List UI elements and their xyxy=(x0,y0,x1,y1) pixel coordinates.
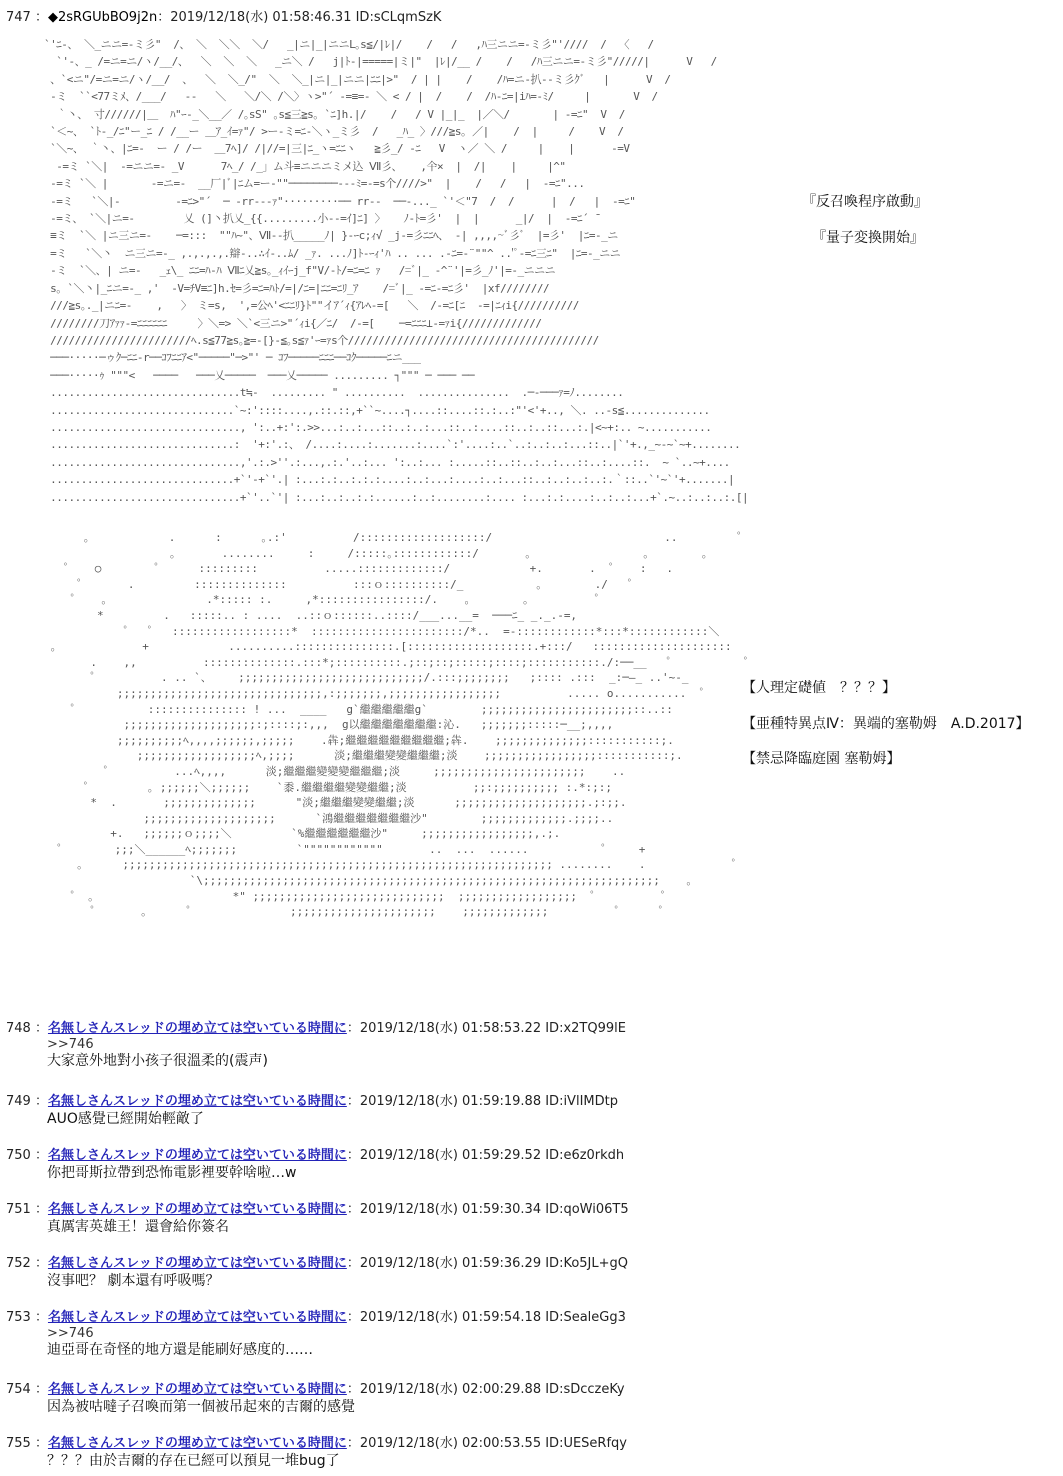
post-date-id: ：2019/12/18(水) 01:59:19.88 ID:iVlIMDtp xyxy=(346,1094,618,1109)
post-body xyxy=(47,1218,1056,1236)
caption-quantum-convert: 『量子変換開始』 xyxy=(812,230,924,246)
post-text: 迪亞哥在奇怪的地方還是能刷好感度的…… xyxy=(47,1342,313,1358)
caption-anti-summon: 『反召喚程序啟動』 xyxy=(802,194,928,210)
post-number: 752 ： xyxy=(6,1256,48,1271)
post-body xyxy=(47,1110,1056,1128)
post-date-id: ：2019/12/18(水) 01:59:54.18 ID:SealeGg3 xyxy=(346,1310,626,1325)
poster-name-link[interactable]: 名無しさんスレッドの埋め立ては空いている時間に xyxy=(47,1256,347,1271)
poster-name-link[interactable]: 名無しさんスレッドの埋め立ては空いている時間に xyxy=(47,1148,347,1163)
op-date: ：2019/12/18(水) 01:58:46.31 ID:sCLqmSzK xyxy=(157,10,442,25)
ascii-art-summoning: `'ﾆ-、 ＼_ニニ=-ミ彡" /、 ＼ ＼＼ ＼/ _|ニ|_|ニニL｡s≦/|ﾚ|/ / / ,ﾊ三ニニ=-ミ彡"'//// / 〈 / `'-、_ /=ニ=ニ/ヽ/__/、 ＼ ＼ ＼ _ニ＼ / j|ﾄ-|=====|ミ|" |ﾚ|/__ / / /ﾊ三ニニ=-ミ彡"/////| V / 、`<ニ"/=ニ=ニ/ヽ/__/ 、 ＼ ＼_/" ＼ ＼_|ニ|_|ニニ|ﾆﾆ|>" / | | / /ﾊ=ニ-扒--ミ彡ｸﾞ | V / -ミ ``<77ミﾒ、/___/ ‐- ＼ ＼/＼ /＼〉ヽ>"´ -=≡=- ＼ < / | / / /ﾊ-ﾆ=|iﾊ=-ﾐ/ | V / ｀丶、 寸//////|＿ ﾊ"ｰ-_＼__／ /｡sS" ｡s≦三≧s｡ `ﾆ]h.|/ / / V |_|_ |／＼/ | -=ﾆ" V / `＜~、 `ﾄ-_/ﾆ"ー_ﾆ / /__ー ＿ｱ_ｲ=ｧ"/ >ー-ミ=ﾆ-＼ヽ_ミ彡 / _ﾊ_ 〉///≧s｡ ／| / | / V / `＼~、 ｀丶、|ﾆ=- ー / /ー ＿7ﾍ]/ /|//=|三|ﾆ_ヽ=ﾆﾆヽ ≧彡_/ -ﾆ V ヽ／ ＼ / | | -=V -=ミ `＼| -=ニニ=- _V 7ﾍ_/ /_」ム斗≡ニニニミメ込 Ⅶ彡、 ,仐× | /| | |^" -=ミ `＼ | -=ニ=- __厂|ﾞ|ﾆム=ー‐""────────---ﾐ=-=s个////>" | / / | -=ﾆ"... -=ミ `＼|‐ -=ﾆ>"´ ─ -rr---ｧ"·········── rr-- ──-..._ `'＜"7 / / | / | -=ﾆ" -=ミ、 `＼|ニ=- 乂 (]丶扒乂_{{.........小--=ｲ]ﾆ] 〉 ﾉ-ﾄ=彡' | | _|/ | -=ﾆ´ ̄ ≡ミ `＼ |ニ三ニ=- ─=::: ""ﾊ~"、Ⅶ-‐扒_____ﾉ| }-ｰc;ｨ√ _j-=彡ﾆﾆﾍ、 -| ,,,,~ﾞ彡ﾞ |=彡' |ﾆ=-_ニ =ミ `＼丶 ニ三ニ=-_ ,.,.,.,.辯-..∴ｲ-..ﾑ/ _ｧ. ...ﾉ]ﾄ-ｰｨ'ﾊ .. ... .-ﾆ=-¨""^ ..'ﾟ-=ﾆ三ﾆ" |ﾆ=-_ニニ -ミ `＼、| ニ=- _ｪ\_ ﾆﾆ=ﾊ-ﾊ Ⅶﾆ乂≧s｡_ｨｲｰj_f"V/-ﾄ/=ﾆ=ﾆ ｧ /=ﾞ|_ -^¨'|=彡_ﾉ'|=-_ニニニ s｡ `＼丶|_ﾆニ=-_ ,' -V=ﾁV≡ﾆ]h.ｾ=彡=ﾆ=ﾊﾄ/=|/ﾆ=|ﾆﾆ=ﾆﾘ_ｱ /=ﾞ|_ -=ﾆ-=ﾆ彡' |xf//////// ///≧s｡._|ニﾆ=- , 〉 ミ=s, ',=公ﾍ'<ﾆﾆﾘ}ﾄ""イｱ´ｨ{ｱﾚﾍ-=[ ＼ /-=ﾆ[ﾆ -=|ﾆｨi{////////// ////////刀ｱｧｧ-=ﾆﾆﾆﾆﾆﾆ 〉＼=> ＼`<三ニ>"´ｨi{／ﾆ/ /-=[ ─=ﾆﾆﾆ⊥-=ｧi{///////////// ///////////////////////ﾍ.s≦77≧s｡≧=-[}-≦｡s≦ｧ'ｰ=ｧs个///////////////////////////////////////// ───·····─ゥｸ─ﾆﾆ-r──ｺﾌﾆﾆｱ<"─────"─>"' ─ ｺﾌ─────ﾆﾆﾆ──ｺｸ─────ﾆニ___ ───·····ｩ """< ──── ───乂───── ───乂───── ......... ┐""" ─ ─── ── ...............................t≒- ......... " .......... ............... .─-───ｧ=ﾉ........ ..............................`~:'::::....,.::.::,+``~....┐....::....::.:..:"'<'+.., ＼. ..-s≦.............. ..............................., ':..+:':.>>...:..:...::..:..:...::..:....::..:..::...:.|<~+:.. ~........... ..............................: '+:'.:、 /....:....:.......:....`:'....:..`..:..:..:...::..|`'+.,_~-~`~+........ ...............................,'.:.>''.:...,.:.'..:... ':..:... :.....::..::..:..:...::..:....::. ~ `..~+.... ..............................+`'-+`'.| :...:.:..:.:.:....:..:...:....:..:...::..:..:..:..:.｀::..`'~`'+.......| ...............................+`'..`'| :...:..:..:.:......:..:........:.... :...:.:....:..:..:...+`.~..:..:..:.[| xyxy=(44,38,749,504)
ascii-art-planet: ｡ . : ｡.:' /:::::::::::::::::::/ .. ゜ ｡ ........ : /:::::｡::::::::::::/ ｡ ｡ ｡ ゜ ○ ゜ ::::::::: .....:::::::::::::/ +. . ゜ : . ゜ . :::::::::::::: :::ｏ::::::::::/_ ｡ ./ ゜ ゜ ｡ .*::::: :. ,*::::::::::::::::/. ｡ ｡ ゜ * . :::::.. : .... ..::ｏ::::::..::::/___...__= ───ﾆ_ _._.-=, ゜ ゜ ::::::::::::::::::* :::::::::::::::::::::::/*.. =-::::::::::::*:::*::::::::::::＼ ｡ + ..........:::::::::::::::.[:::::::::::::::::::.+:::/ ::::::::::::::::::::: . ,, ::::::::::::::.:::*;::::::::::.;::;::;:::::;::::;:::::::::::./:──__ ゜ ゜ ゜ . .. `、 ;;;;;;;;;;;;;;;;;;;;;;;;;;;;/.:::;;;;;;;; ;:::: .::: _:─—_ ..'~-_ ;;;;;;;;;;;;;;;;;;;;;;;;;;;;;;;,:;;;;;;;,;;;;;;;;;;;;;;;;; ..... o........... ゜ ゜ ::::::::::::::: ! ... ____ g`繼繼繼繼繼g` ;;;;;;;;;;;;;;;;;;;;;;;::..:: ;;;;;;;;;;;;;;;;;;;;:;::::;:,,, g以繼繼繼繼繼繼繼:沁. ;;;;;;;:::::─__;,,,, ;;;;;;;;;;ﾍ,,,,;;;;;;,;;;;; .犇;繼繼繼繼繼繼繼繼繼;犇. ;;;;;;;;;;;;;;:::::::::::;. ;;;;;;;;;;;;;;;;;;ﾍ,;;;; 淡;繼繼繼變變繼繼繼;淡 ;;;;;;;;;;;;;;;;;:::::::::::;. ゜ ...ﾍ,,,, 淡;繼繼繼變變變繼繼繼;淡 ;;;;;;;;;;;;;;;;;;;;;;; .. ゜ ｡ ;;;;;;＼;;;;;; `黍.繼繼繼繼變變繼繼;淡 ;;:;;;;;;;;;; :.*:;:; * . ;;;;;;;;;;;;;; "淡;繼繼繼變變繼繼;淡 ;;;;;;;;;;;;;;;;;;;;.;:;;. ;;;;;;;;;;;;;;;;;;;; `鴻繼繼繼繼繼繼繼沙" ;;;;;;;;;;;;;.;;;;.. +. ;;;;;;ｏ;;;;＼ `%繼繼繼繼繼繼沙" ;;;;;;;;;;;;;;;;;,.;. ゜ ;;;＼______ﾍ;;;;;;; `"""""""""""" .. ... ...... ゜ + ｡ ;;;;;;;;;;;;;;;;;;;;;;;;;;;;;;;;;;;;;;;;;;;;;;;;;;;;;;;;;;;;;;;;; ........ . ゜ `\;;;;;;;;;;;;;;;;;;;;;;;;;;;;;;;;;;;;;;;;;;;;;;;;;;;;;;;;;;;;;;;;;;;;; ｡ ゜ ｡ *" ;;;;;;;;;;;;;;;;;;;;;;;;;;;;; ;;;;;;;;;;;;;;;;;; ゜ ゜ ゜ ｡ ゜ ;;;;;;;;;;;;;;;;;;;;;; ;;;;;;;;;;;;; ゜ ゜ xyxy=(50,531,755,919)
caption-singularity: 【亜種特異点Ⅳ：異端的塞勒姆 A.D.2017】 xyxy=(742,716,1030,732)
poster-name-link[interactable]: 名無しさんスレッドの埋め立ては空いている時間に xyxy=(47,1094,347,1109)
post-header xyxy=(6,1020,1056,1037)
post-body xyxy=(47,1326,1056,1359)
caption-human-order-value: 【人理定礎値 ？？？】 xyxy=(742,680,896,696)
post-body xyxy=(47,1398,1056,1416)
op-trip: ◆2sRGUbBO9j2n xyxy=(47,10,158,25)
poster-name-link[interactable]: 名無しさんスレッドの埋め立ては空いている時間に xyxy=(47,1021,347,1036)
reply-anchor-link[interactable]: >>746 xyxy=(47,1037,94,1052)
reply-post xyxy=(6,1201,1056,1236)
reply-anchor-link[interactable]: >>746 xyxy=(47,1326,94,1341)
post-header xyxy=(6,1201,1056,1218)
post-header xyxy=(6,1381,1056,1398)
reply-post xyxy=(6,1255,1056,1290)
post-text: ？？？由於吉爾的存在已經可以預見一堆bug了 xyxy=(47,1453,340,1469)
post-date-id: ：2019/12/18(水) 02:00:29.88 ID:sDcczeKy xyxy=(346,1382,625,1397)
post-text: 你把哥斯拉帶到恐怖電影裡要幹啥啦…w xyxy=(47,1165,297,1181)
post-date-id: ：2019/12/18(水) 01:59:36.29 ID:Ko5JL+gQ xyxy=(346,1256,629,1271)
post-number: 753 ： xyxy=(6,1310,48,1325)
post-header xyxy=(6,1093,1056,1110)
post-number: 755 ： xyxy=(6,1436,48,1451)
poster-name-link[interactable]: 名無しさんスレッドの埋め立ては空いている時間に xyxy=(47,1436,347,1451)
poster-name-link[interactable]: 名無しさんスレッドの埋め立ては空いている時間に xyxy=(47,1310,347,1325)
post-text: 因為被咕噠子召喚而第一個被吊起來的吉爾的感覺 xyxy=(47,1399,355,1415)
post-body xyxy=(47,1037,1056,1070)
reply-post xyxy=(6,1093,1056,1128)
poster-name-link[interactable]: 名無しさんスレッドの埋め立ては空いている時間に xyxy=(47,1202,347,1217)
post-body xyxy=(47,1164,1056,1182)
reply-post xyxy=(6,1381,1056,1416)
post-date-id: ：2019/12/18(水) 01:58:53.22 ID:x2TQ99lE xyxy=(346,1021,626,1036)
post-header xyxy=(6,1255,1056,1272)
post-number: 751 ： xyxy=(6,1202,48,1217)
reply-post xyxy=(6,1020,1056,1070)
post-header xyxy=(6,1309,1056,1326)
caption-forbidden-garden: 【禁忌降臨庭園 塞勒姆】 xyxy=(742,751,901,767)
post-header xyxy=(6,1147,1056,1164)
post-text: 大家意外地對小孩子很溫柔的(震声) xyxy=(47,1053,268,1069)
post-number: 749 ： xyxy=(6,1094,48,1109)
post-number: 748 ： xyxy=(6,1021,48,1036)
reply-post xyxy=(6,1147,1056,1182)
post-number: 750 ： xyxy=(6,1148,48,1163)
post-date-id: ：2019/12/18(水) 01:59:30.34 ID:qoWi06T5 xyxy=(346,1202,629,1217)
post-body xyxy=(47,1452,1056,1470)
post-date-id: ：2019/12/18(水) 02:00:53.55 ID:UESeRfqy xyxy=(346,1436,627,1451)
reply-post xyxy=(6,1435,1056,1470)
poster-name-link[interactable]: 名無しさんスレッドの埋め立ては空いている時間に xyxy=(47,1382,347,1397)
post-text: 沒事吧？ 劇本還有呼吸嗎？ xyxy=(47,1273,220,1289)
post-number: 754 ： xyxy=(6,1382,48,1397)
reply-post xyxy=(6,1309,1056,1359)
post-text: 真厲害英雄王！還會給你簽名 xyxy=(47,1219,229,1235)
post-header xyxy=(6,1435,1056,1452)
post-text: AUO感覺已經開始輕敵了 xyxy=(47,1111,204,1127)
op-post-number: 747 xyxy=(6,10,31,25)
post-body xyxy=(47,1272,1056,1290)
op-header: 747 ：◆2sRGUbBO9j2n：2019/12/18(水) 01:58:46.31 ID:sCLqmSzK xyxy=(6,10,442,25)
post-date-id: ：2019/12/18(水) 01:59:29.52 ID:e6z0rkdh xyxy=(346,1148,625,1163)
